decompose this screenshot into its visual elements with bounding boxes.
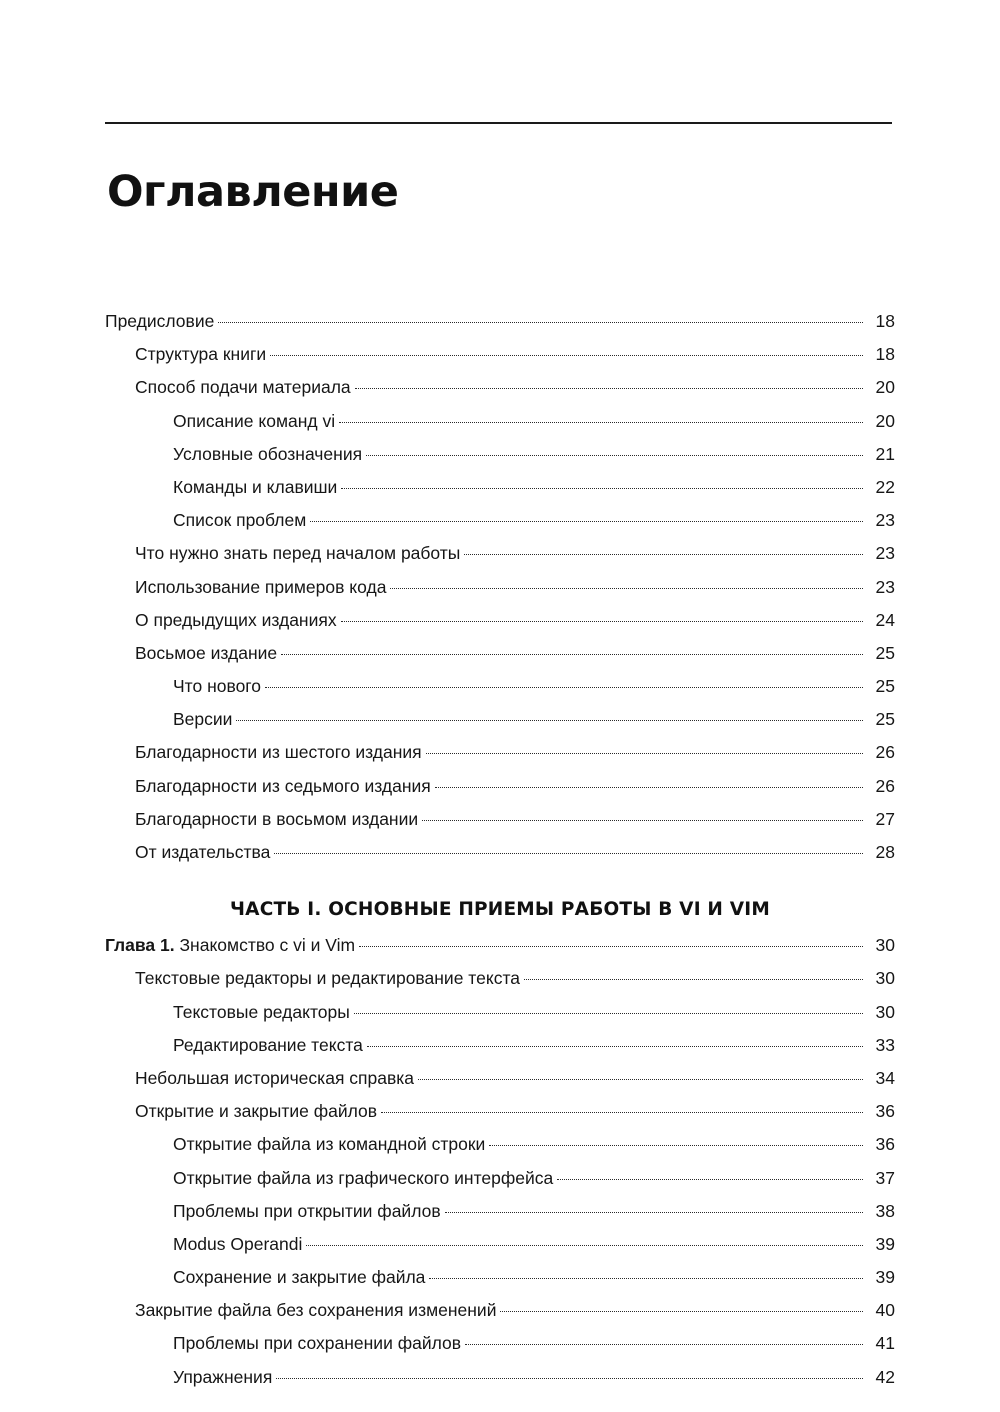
toc-leader-dots: [274, 853, 863, 854]
toc-entry-label: Редактирование текста: [173, 1034, 363, 1055]
toc-entry-label: Закрытие файла без сохранения изменений: [135, 1300, 497, 1321]
toc-leader-dots: [306, 1245, 863, 1246]
toc-page-number: 37: [875, 1167, 895, 1188]
toc-leader-dots: [445, 1212, 863, 1213]
toc-entry-label: Благодарности в восьмом издании: [135, 808, 419, 829]
toc-leader-dots: [310, 521, 863, 522]
toc-entry-label: Благодарности из шестого издания: [135, 742, 422, 763]
toc-leader-dots: [524, 979, 863, 980]
toc-page-number: 30: [875, 968, 895, 989]
toc-page-number: 36: [875, 1101, 895, 1122]
toc-page-number: 20: [875, 377, 895, 398]
toc-entry-label: От издательства: [135, 842, 271, 862]
toc-entry-label: Предисловие: [105, 311, 215, 331]
toc-page-number: 18: [875, 344, 895, 365]
toc-entry-label: Восьмое издание: [135, 642, 278, 663]
toc-entry[interactable]: [135, 642, 895, 678]
toc-entry-label: Благодарности из седьмого издания: [135, 775, 431, 796]
toc-entry[interactable]: [173, 1366, 895, 1402]
toc-leader-dots: [355, 388, 863, 389]
part-title: ЧАСТЬ I. ОСНОВНЫЕ ПРИЕМЫ РАБОТЫ В VI И VIM: [230, 899, 770, 921]
toc-page-number: 33: [875, 1034, 895, 1055]
toc-page-number: 34: [875, 1067, 895, 1088]
toc-entry[interactable]: [135, 1067, 895, 1103]
toc-page-number: 18: [875, 311, 895, 331]
toc-entry-label: Что нужно знать перед началом работы: [135, 543, 461, 564]
toc-entry[interactable]: [135, 379, 895, 412]
toc-leader-dots: [426, 753, 863, 754]
toc-entry[interactable]: [135, 775, 895, 811]
toc-entry[interactable]: [135, 545, 895, 578]
toc-entry[interactable]: [173, 1136, 895, 1169]
toc-entry[interactable]: [135, 844, 895, 877]
toc-entry[interactable]: [173, 711, 895, 744]
toc-entry[interactable]: [173, 1200, 895, 1236]
toc-entry-label: Версии: [173, 709, 233, 730]
toc-entry-label: Открытие и закрытие файлов: [135, 1101, 378, 1122]
toc-leader-dots: [367, 1046, 863, 1047]
toc-page-number: 23: [875, 510, 895, 531]
toc-entry[interactable]: [135, 576, 895, 612]
toc-entry-label: Проблемы при сохранении файлов: [173, 1333, 462, 1354]
table-of-contents: [105, 313, 895, 1402]
toc-leader-dots: [276, 1378, 863, 1379]
toc-entry[interactable]: [173, 512, 895, 545]
toc-entry[interactable]: [173, 443, 895, 479]
toc-entry-label: Modus Operandi: [173, 1233, 303, 1254]
toc-entry[interactable]: [173, 1269, 895, 1302]
toc-entry-label: Способ подачи материала: [135, 377, 351, 398]
toc-leader-dots: [366, 455, 863, 456]
toc-entry-label: Открытие файла из командной строки: [173, 1134, 486, 1155]
toc-entry-label: Команды и клавиши: [173, 476, 338, 497]
toc-page-number: 26: [875, 742, 895, 763]
toc-entry-label: Использование примеров кода: [135, 576, 387, 597]
toc-entry[interactable]: [135, 808, 895, 844]
toc-leader-dots: [270, 355, 863, 356]
toc-leader-dots: [435, 787, 863, 788]
toc-leader-dots: [557, 1179, 863, 1180]
toc-leader-dots: [464, 554, 863, 555]
toc-entry[interactable]: [135, 346, 895, 379]
toc-leader-dots: [218, 322, 863, 323]
toc-entry[interactable]: [173, 1233, 895, 1269]
toc-page-number: 40: [875, 1300, 895, 1321]
toc-entry[interactable]: [173, 476, 895, 512]
toc-entry[interactable]: [173, 678, 895, 711]
toc-page-number: 21: [875, 443, 895, 464]
toc-leader-dots: [429, 1278, 863, 1279]
toc-entry-label: Текстовые редакторы: [173, 1001, 350, 1022]
toc-leader-dots: [341, 621, 863, 622]
toc-section-part-one: [105, 937, 895, 1402]
toc-entry[interactable]: [135, 1103, 895, 1136]
toc-entry[interactable]: [135, 609, 895, 645]
toc-page-number: 24: [875, 609, 895, 630]
toc-page-number: 42: [875, 1366, 895, 1387]
toc-entry[interactable]: [105, 937, 895, 970]
toc-page-number: 25: [875, 709, 895, 730]
toc-page-number: 28: [875, 842, 895, 862]
toc-entry-label: Упражнения: [173, 1366, 273, 1387]
toc-entry-label: Список проблем: [173, 510, 307, 531]
toc-leader-dots: [418, 1079, 863, 1080]
toc-leader-dots: [465, 1344, 863, 1345]
toc-entry-label: Описание команд vi: [173, 410, 336, 431]
toc-leader-dots: [390, 588, 863, 589]
toc-page-number: 36: [875, 1134, 895, 1155]
toc-page-number: 25: [875, 642, 895, 663]
toc-leader-dots: [265, 687, 863, 688]
toc-entry[interactable]: [135, 970, 895, 1003]
toc-page-number: 30: [875, 1001, 895, 1022]
toc-section-front-matter: [105, 313, 895, 877]
toc-page-number: 27: [875, 808, 895, 829]
toc-page-number: 23: [875, 543, 895, 564]
toc-entry[interactable]: [173, 1167, 895, 1203]
toc-leader-dots: [236, 720, 863, 721]
toc-page-number: 41: [875, 1333, 895, 1354]
toc-leader-dots: [281, 654, 863, 655]
toc-page-number: 39: [875, 1267, 895, 1288]
toc-page-number: 22: [875, 476, 895, 497]
toc-page-number: 25: [875, 676, 895, 697]
toc-entry[interactable]: [173, 1001, 895, 1037]
toc-leader-dots: [339, 422, 863, 423]
toc-entry-label: Глава 1. Знакомство с vi и Vim: [105, 935, 356, 956]
toc-leader-dots: [381, 1112, 863, 1113]
toc-entry-label: Что нового: [173, 676, 262, 697]
toc-entry-label: Сохранение и закрытие файла: [173, 1267, 426, 1288]
toc-leader-dots: [500, 1311, 863, 1312]
toc-page-number: 38: [875, 1200, 895, 1221]
toc-entry-label: О предыдущих изданиях: [135, 609, 337, 630]
toc-leader-dots: [354, 1013, 863, 1014]
toc-leader-dots: [422, 820, 863, 821]
toc-entry-label: Проблемы при открытии файлов: [173, 1200, 441, 1221]
toc-leader-dots: [341, 488, 863, 489]
toc-leader-dots: [359, 946, 863, 947]
toc-entry-label: Открытие файла из графического интерфейса: [173, 1167, 554, 1188]
toc-page-number: 39: [875, 1233, 895, 1254]
header-rule: [105, 122, 892, 124]
toc-page-number: 30: [875, 935, 895, 956]
page-title: Оглавление: [107, 166, 399, 217]
toc-entry-label: Текстовые редакторы и редактирование текста: [135, 968, 521, 989]
toc-entry[interactable]: [173, 1335, 895, 1368]
toc-entry-label: Условные обозначения: [173, 443, 363, 464]
toc-entry-label: Небольшая историческая справка: [135, 1067, 415, 1088]
toc-entry[interactable]: [173, 1034, 895, 1070]
toc-page-number: 26: [875, 775, 895, 796]
toc-page-number: 23: [875, 576, 895, 597]
toc-entry[interactable]: [105, 313, 895, 346]
toc-leader-dots: [489, 1145, 863, 1146]
toc-entry[interactable]: [173, 410, 895, 446]
toc-entry[interactable]: [135, 744, 895, 777]
toc-entry[interactable]: [135, 1302, 895, 1335]
toc-entry-label: Структура книги: [135, 344, 267, 365]
toc-page-number: 20: [875, 410, 895, 431]
